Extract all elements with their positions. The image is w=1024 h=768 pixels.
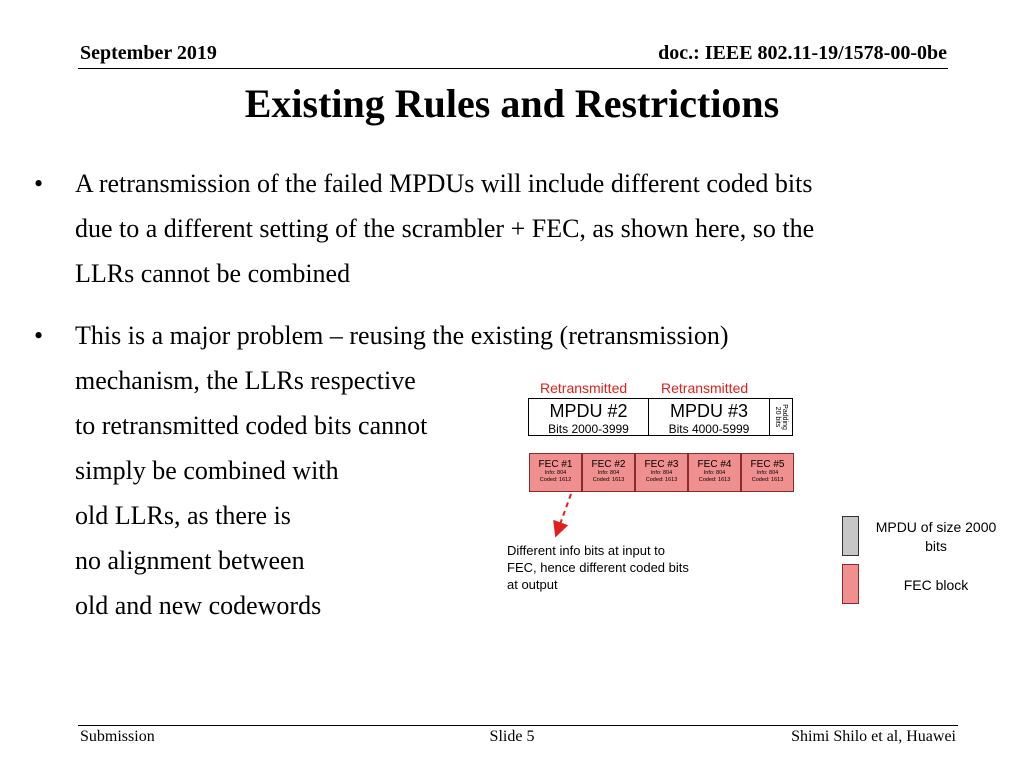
fec-block-4	[688, 453, 741, 492]
fec-name: FEC #2	[591, 459, 626, 470]
fec-coded: Coded: 1613	[592, 477, 625, 483]
fec-difference-annotation: Different info bits at input to FEC, hence different coded bits at output	[507, 543, 689, 592]
fec-info: Info: 804	[650, 470, 673, 476]
retransmitted-label-mpdu-3: Retransmitted	[661, 380, 749, 396]
padding-label: Padding 20 bits	[774, 404, 788, 430]
mpdu-box-3	[648, 398, 770, 436]
footer-slide-number: Slide 5	[489, 728, 535, 745]
fec-info: Info: 804	[756, 470, 779, 476]
header-doc-id: doc.: IEEE 802.11-19/1578-00-0be	[658, 42, 947, 64]
bullet-2-line-3: to retransmitted coded bits cannot	[75, 411, 428, 440]
fec-name: FEC #1	[538, 459, 573, 470]
fec-info: Info: 804	[597, 470, 620, 476]
slide-title: Existing Rules and Restrictions	[244, 81, 780, 126]
retransmitted-label-mpdu-2: Retransmitted	[540, 380, 628, 396]
mpdu-box-2	[528, 398, 649, 436]
bullet-1-line-1: A retransmission of the failed MPDUs will include different coded bits	[75, 169, 813, 198]
mpdu-name: MPDU #3	[669, 401, 749, 421]
footer-submission: Submission	[80, 728, 155, 745]
bullet-1-line-2: due to a different setting of the scrambler + FEC, as shown here, so the	[75, 214, 815, 243]
bullet-marker: •	[34, 321, 44, 350]
bullet-2-line-5: old LLRs, as there is	[75, 501, 291, 530]
fec-block-2	[582, 453, 635, 492]
fec-coded: Coded: 1613	[698, 477, 731, 483]
bullet-2-line-2: mechanism, the LLRs respective	[75, 366, 416, 395]
fec-name: FEC #3	[644, 459, 679, 470]
mpdu-bits: Bits 2000-3999	[548, 422, 629, 436]
header-date: September 2019	[80, 42, 217, 64]
fec-coded: Coded: 1613	[645, 477, 678, 483]
legend-mpdu-label: MPDU of size 2000 bits	[875, 519, 997, 554]
header-divider	[78, 68, 948, 69]
bullet-1-line-3: LLRs cannot be combined	[75, 259, 351, 288]
legend-fec-label: FEC block	[903, 577, 969, 593]
bullet-2-line-4: simply be combined with	[75, 456, 339, 485]
bullet-2-line-1: This is a major problem – reusing the existing (retransmission)	[75, 321, 729, 350]
bullet-2-line-7: old and new codewords	[75, 591, 322, 620]
fec-name: FEC #4	[697, 459, 732, 470]
footer-divider	[78, 725, 958, 726]
legend-fec-swatch	[842, 564, 859, 604]
fec-block-5	[741, 453, 794, 492]
fec-block-3	[635, 453, 688, 492]
footer-authors: Shimi Shilo et al, Huawei	[791, 728, 956, 745]
padding-box	[769, 398, 793, 436]
mpdu-name: MPDU #2	[549, 401, 628, 421]
mpdu-bits: Bits 4000-5999	[668, 422, 750, 436]
fec-coded: Coded: 1612	[539, 477, 572, 483]
fec-block-1	[529, 453, 582, 492]
dashed-arrow-icon	[540, 490, 580, 540]
bullet-2-line-6: no alignment between	[75, 546, 305, 575]
bullet-1	[34, 161, 994, 296]
fec-info: Info: 804	[544, 470, 567, 476]
bullet-marker: •	[34, 169, 44, 198]
fec-coded: Coded: 1613	[751, 477, 784, 483]
fec-name: FEC #5	[750, 459, 785, 470]
legend-mpdu-swatch	[842, 516, 859, 556]
fec-info: Info: 804	[703, 470, 726, 476]
